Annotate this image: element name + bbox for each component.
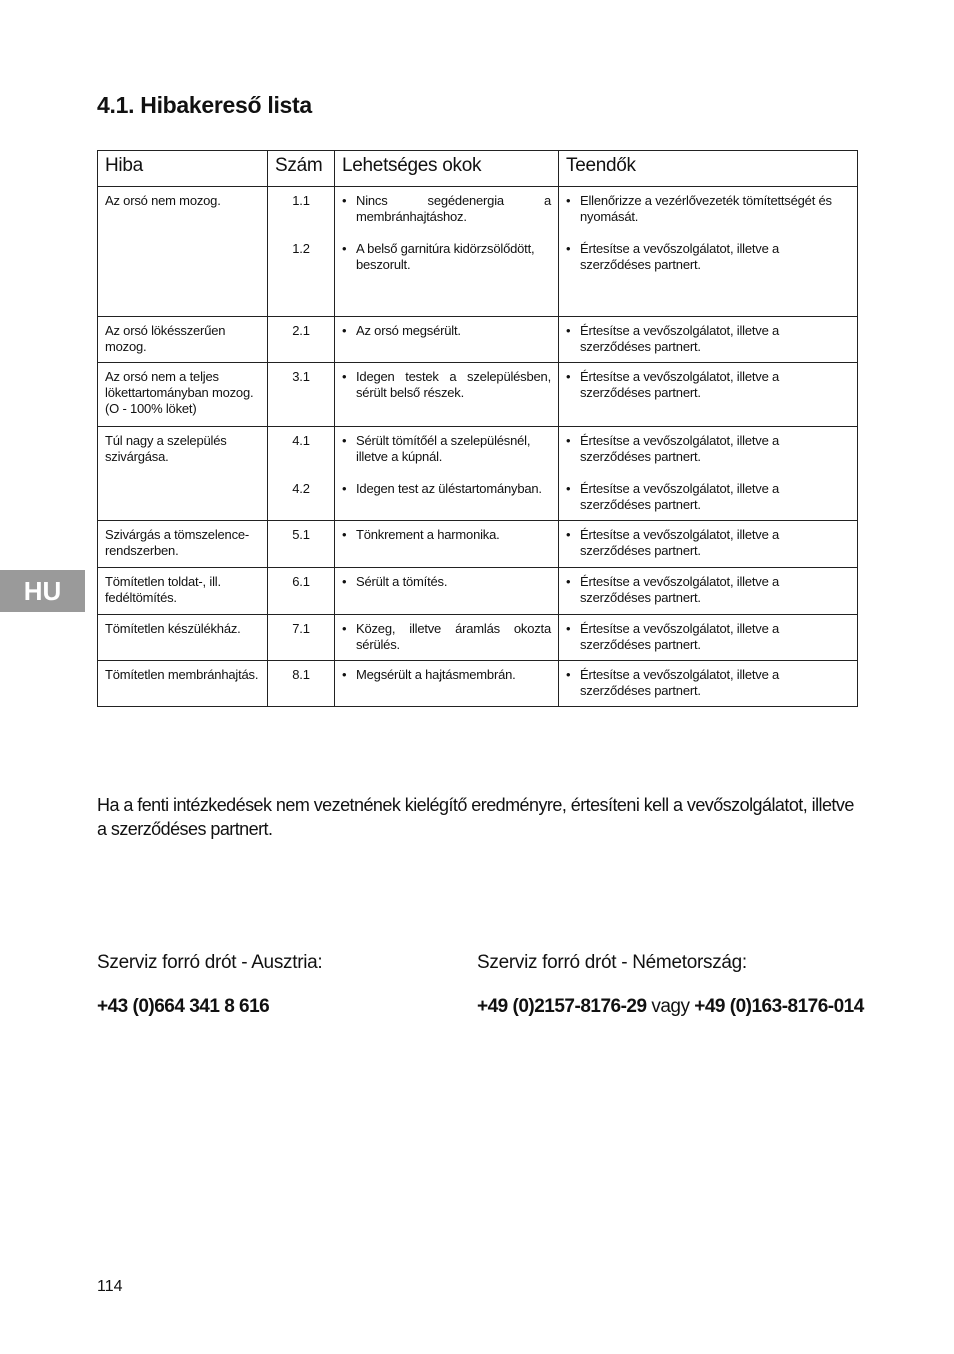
troubleshooting-table [97, 150, 858, 707]
number-cell [268, 615, 335, 661]
section-title: 4.1. Hibakereső lista [97, 92, 312, 118]
cause-item: • Tönkrement a harmonika. [342, 527, 500, 542]
cause-cell [335, 427, 559, 521]
fault-cell: Túl nagy a szelepülés szivárgása. [98, 427, 268, 521]
table-row [98, 363, 858, 427]
action-cell [559, 615, 858, 661]
table-header-row [98, 151, 858, 187]
item-number: 4.1 [292, 433, 310, 448]
item-number: 6.1 [292, 574, 310, 589]
table-row [98, 187, 858, 317]
item-number: 2.1 [292, 323, 310, 338]
cause-cell [335, 317, 559, 363]
item-number: 8.1 [292, 667, 310, 682]
fault-cell: Tömítetlen toldat-, ill. fedéltömítés. [98, 568, 268, 615]
table-row [98, 521, 858, 568]
number-cell [268, 317, 335, 363]
action-cell [559, 187, 858, 317]
action-cell [559, 661, 858, 707]
action-item: • Értesítse a vevőszolgálatot, illetve a szerződéses partnert. [566, 241, 780, 272]
table-row [98, 427, 858, 521]
number-cell [268, 363, 335, 427]
fault-cell: Szivárgás a tömszelence-rendszerben. [98, 521, 268, 568]
cause-item: • Idegen testek a szelepülésben, sérült belső részek. [342, 369, 551, 400]
number-cell [268, 568, 335, 615]
hotline-germany-number: +49 (0)2157-8176-29 vagy +49 (0)163-8176-014 [477, 996, 864, 1017]
page-number: 114 [97, 1278, 123, 1295]
hotline-germany-label: Szerviz forró drót - Németország: [477, 952, 747, 973]
cause-item: • Sérült tömítőél a szelepülésnél, illetve a kúpnál. [342, 433, 531, 464]
header-fault: Hiba [98, 151, 268, 187]
action-item: • Értesítse a vevőszolgálatot, illetve a szerződéses partnert. [566, 433, 780, 464]
fault-cell: Az orsó nem mozog. [98, 187, 268, 317]
number-cell [268, 521, 335, 568]
fault-cell: Az orsó lökésszerűen mozog. [98, 317, 268, 363]
item-number: 3.1 [292, 369, 310, 384]
number-cell [268, 427, 335, 521]
hotline-austria-number: +43 (0)664 341 8 616 [97, 996, 270, 1017]
cause-cell [335, 568, 559, 615]
action-cell [559, 363, 858, 427]
cause-cell [335, 661, 559, 707]
table-row [98, 615, 858, 661]
action-cell [559, 568, 858, 615]
action-cell [559, 427, 858, 521]
item-number: 7.1 [292, 621, 310, 636]
item-number: 4.2 [292, 481, 310, 496]
cause-item: • Nincs segédenergia a membránhajtáshoz. [342, 193, 551, 224]
item-number: 1.1 [292, 193, 310, 208]
table-row [98, 568, 858, 615]
action-item: • Értesítse a vevőszolgálatot, illetve a szerződéses partnert. [566, 574, 780, 605]
fault-cell: Az orsó nem a teljes lökettartományban mozog. (O - 100% löket) [98, 363, 268, 427]
action-item: • Értesítse a vevőszolgálatot, illetve a szerződéses partnert. [566, 481, 780, 512]
cause-cell [335, 521, 559, 568]
cause-item: • Közeg, illetve áramlás okozta sérülés. [342, 621, 551, 652]
item-number: 1.2 [292, 241, 310, 256]
fault-cell: Tömítetlen membránhajtás. [98, 661, 268, 707]
cause-item: • Idegen test az üléstartományban. [342, 481, 542, 496]
action-item: • Értesítse a vevőszolgálatot, illetve a szerződéses partnert. [566, 621, 780, 652]
number-cell [268, 187, 335, 317]
action-cell [559, 521, 858, 568]
hotline-austria-label: Szerviz forró drót - Ausztria: [97, 952, 323, 973]
table-row [98, 317, 858, 363]
header-number: Szám [268, 151, 335, 187]
cause-item: • A belső garnitúra kidörzsölődött, beszorult. [342, 241, 535, 272]
item-number: 5.1 [292, 527, 310, 542]
table-row [98, 661, 858, 707]
action-cell [559, 317, 858, 363]
cause-item: • Az orsó megsérült. [342, 323, 461, 338]
escalation-note: Ha a fenti intézkedések nem vezetnének kielégítő eredményre, értesíteni kell a vevőszolgálatot, illetve a szerződéses partnert. [97, 795, 854, 839]
language-tab: HU [0, 570, 85, 612]
action-item: • Értesítse a vevőszolgálatot, illetve a szerződéses partnert. [566, 527, 780, 558]
header-causes: Lehetséges okok [335, 151, 559, 187]
action-item: • Ellenőrizze a vezérlővezeték tömítettségét és nyomását. [566, 193, 832, 224]
number-cell [268, 661, 335, 707]
fault-cell: Tömítetlen készülékház. [98, 615, 268, 661]
action-item: • Értesítse a vevőszolgálatot, illetve a szerződéses partnert. [566, 369, 780, 400]
cause-item: • Megsérült a hajtásmembrán. [342, 667, 516, 682]
action-item: • Értesítse a vevőszolgálatot, illetve a szerződéses partnert. [566, 323, 780, 354]
cause-cell [335, 615, 559, 661]
cause-item: • Sérült a tömítés. [342, 574, 448, 589]
action-item: • Értesítse a vevőszolgálatot, illetve a szerződéses partnert. [566, 667, 780, 698]
cause-cell [335, 187, 559, 317]
header-actions: Teendők [559, 151, 858, 187]
cause-cell [335, 363, 559, 427]
